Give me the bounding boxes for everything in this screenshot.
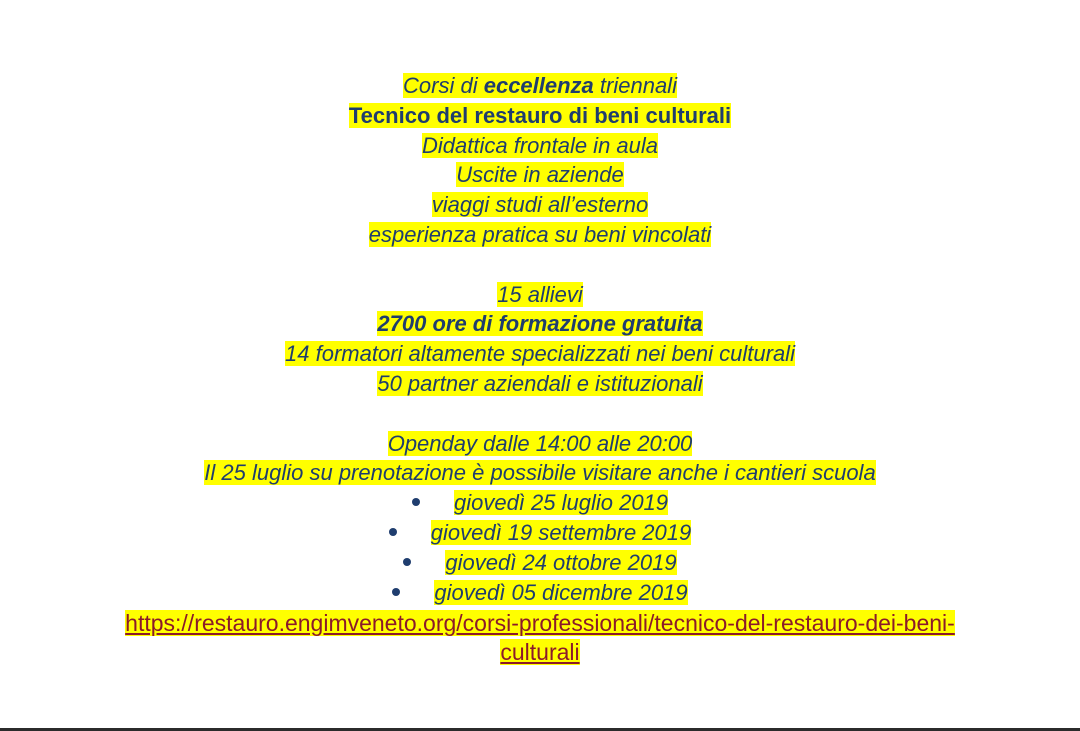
list-item — [0, 518, 1080, 548]
list-item — [0, 548, 1080, 578]
trainers-text: 14 formatori altamente specializzati nei beni culturali — [285, 341, 795, 367]
date-text: giovedì 05 dicembre 2019 — [434, 579, 688, 605]
list-item — [0, 488, 1080, 518]
practice-line — [0, 220, 1080, 250]
partners-text: 50 partner aziendali e istituzionali — [377, 370, 703, 396]
partners-line — [0, 369, 1080, 399]
booking-text: Il 25 luglio su prenotazione è possibile visitare anche i cantieri scuola — [204, 460, 876, 486]
spacer — [0, 250, 1080, 280]
bullet-icon — [412, 498, 420, 506]
trainers-line — [0, 339, 1080, 369]
teaching-line — [0, 131, 1080, 161]
bullet-icon — [403, 558, 411, 566]
list-item — [0, 578, 1080, 608]
bullet-icon — [392, 588, 400, 596]
spacer — [0, 399, 1080, 429]
date-text: giovedì 19 settembre 2019 — [430, 519, 692, 545]
students-text: 15 allievi — [497, 281, 583, 307]
courses-line — [0, 71, 1080, 101]
study-trips-line — [0, 190, 1080, 220]
courses-prefix: Corsi di — [403, 73, 484, 98]
bullet-icon — [389, 528, 397, 536]
course-title-line — [0, 101, 1080, 131]
hours-text: 2700 ore di formazione gratuita — [377, 311, 703, 337]
courses-suffix: triennali — [593, 73, 677, 98]
company-visits-text: Uscite in aziende — [456, 162, 624, 188]
date-text: giovedì 25 luglio 2019 — [453, 490, 669, 516]
company-visits-line — [0, 160, 1080, 190]
study-trips-text: viaggi studi all’esterno — [431, 192, 649, 218]
students-line — [0, 280, 1080, 310]
openday-line — [0, 429, 1080, 459]
course-title: Tecnico del restauro di beni culturali — [348, 102, 732, 128]
booking-line — [0, 458, 1080, 488]
document-body — [0, 71, 1080, 667]
practice-text: esperienza pratica su beni vincolati — [368, 221, 712, 247]
hours-line — [0, 309, 1080, 339]
course-link-line-2[interactable]: culturali — [500, 639, 580, 666]
openday-text: Openday dalle 14:00 alle 20:00 — [387, 430, 693, 456]
teaching-text: Didattica frontale in aula — [421, 132, 659, 158]
course-link-line-1[interactable]: https://restauro.engimveneto.org/corsi-professionali/tecnico-del-restauro-dei-beni- — [125, 610, 955, 637]
date-text: giovedì 24 ottobre 2019 — [445, 549, 677, 575]
course-link — [0, 609, 1080, 667]
courses-emphasis: eccellenza — [483, 73, 594, 98]
